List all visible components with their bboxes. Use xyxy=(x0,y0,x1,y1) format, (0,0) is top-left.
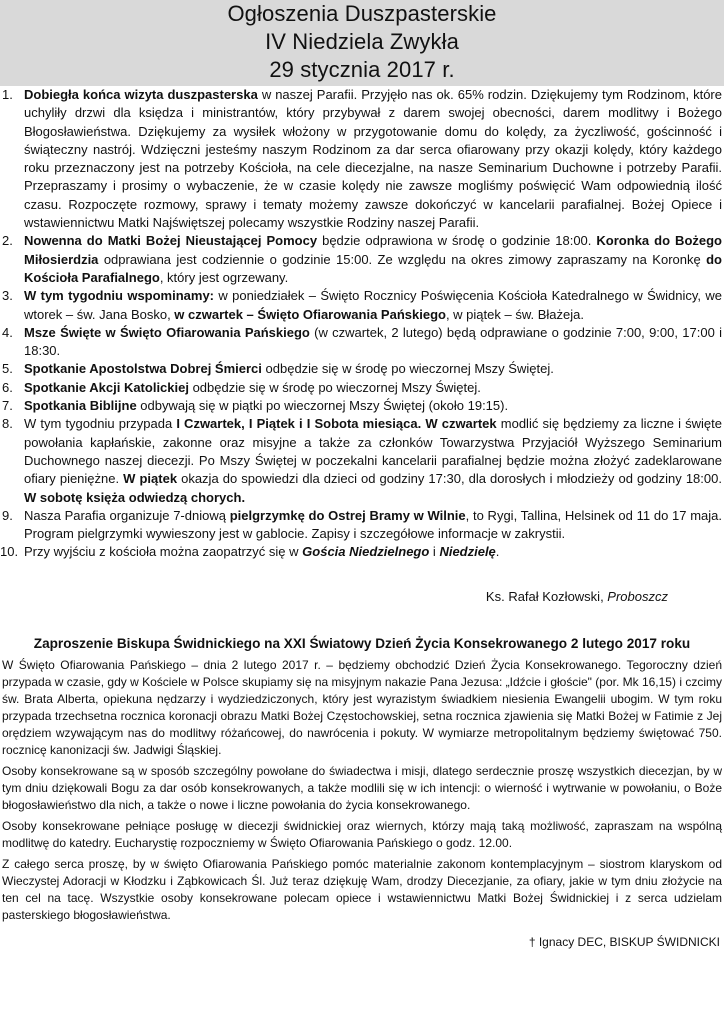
item-text: okazja do spowiedzi dla dzieci od godziny 17:30, dla dorosłych i młodzieży od godziny 18:00. xyxy=(177,471,722,487)
pastor-name: Ks. Rafał Kozłowski, xyxy=(485,588,608,604)
item-bold: Dobiegła końca wizyta duszpasterska xyxy=(24,87,258,102)
pastor-signature xyxy=(0,588,724,606)
item-bold-italic: Gościa Niedzielnego xyxy=(302,544,430,560)
announcement-item xyxy=(0,287,724,324)
item-bold: Spotkanie Apostolstwa Dobrej Śmierci xyxy=(24,361,262,377)
item-text: w poniedziałek – Święto Rocznicy Poświęcenia Kościoła Katedralnego w Świdnicy, we wtorek – św. Jana Bosko, xyxy=(24,288,722,322)
item-text: odbędzie się w środę po wieczornej Mszy Świętej. xyxy=(261,361,554,377)
item-text: odprawiana jest codziennie o godzinie 15:00. Ze względu na okres zimowy zapraszamy na Koronkę xyxy=(98,251,707,267)
announcement-item xyxy=(0,507,724,544)
item-number: 8. xyxy=(2,416,13,432)
item-text: (w czwartek, 2 lutego) będą odprawiane o godzinie 7:00, 9:00, 17:00 i 18:30. xyxy=(24,324,722,359)
item-bold: do Kościoła Parafialnego xyxy=(24,251,722,285)
item-text: , który jest ogrzewany. xyxy=(159,269,289,285)
item-text: i xyxy=(429,544,440,560)
invitation-body xyxy=(0,657,724,924)
item-text: W tym tygodniu przypada xyxy=(24,416,177,432)
item-number: 4. xyxy=(2,324,13,340)
announcements-list xyxy=(0,86,724,562)
invitation-paragraph: Osoby konsekrowane są w sposób szczególny powołane do świadectwa i misji, dlatego serdecznie proszę wszystkich diecezjan, by w tym dniu dziękowali Bogu za dar osób konsekrowanych, a także modlili się w ich intencji: o wierność i wytrwanie w powołaniu, o Boże błogosławieństwo dla nich, a także o nowe i liczne powołania do życia konsekrowanego. xyxy=(2,763,722,812)
announcement-item xyxy=(0,324,724,361)
item-number: 9. xyxy=(2,507,13,523)
item-text: . xyxy=(495,544,500,560)
pastor-role: Proboszcz xyxy=(607,588,668,604)
bishop-signature: † Ignacy DEC, BISKUP ŚWIDNICKI xyxy=(528,934,720,949)
item-text: modlić się będziemy za liczne i święte powołania kapłańskie, zakonne oraz misyjne a także za członków Towarzystwa Przyjaciół Wyższego Seminarium Duchownego naszej diecezji. Po Mszy Świętej w poczekalni kancelarii parafialnej będzie można złożyć zadeklarowane ofiary pieniężne. xyxy=(24,416,723,487)
item-bold: Spotkanie Akcji Katolickiej xyxy=(24,379,189,395)
item-bold: Msze Święte w Święto Ofiarowania Pańskiego xyxy=(24,324,310,340)
header-sunday: IV Niedziela Zwykła xyxy=(265,29,459,54)
announcement-item xyxy=(0,360,724,378)
invitation-paragraph: Z całego serca proszę, by w święto Ofiarowania Pańskiego pomóc materialnie zakonom kontemplacyjnym – siostrom klaryskom od Wieczystej Adoracji w Kłodzku i Ząbkowicach Śl. Już teraz dziękuję Wam, drodzy Diecezjanie, za ofiary, jakie w tym dniu złożycie na ten cel na tacę. Wszystkie osoby konsekrowane polecam opiece i wstawiennictwu Matki Bożej Świdnickiej i z serca udzielam pasterskiego błogosławieństwa. xyxy=(2,856,722,922)
item-number: 6. xyxy=(2,379,13,395)
invitation-paragraph: W Święto Ofiarowania Pańskiego – dnia 2 lutego 2017 r. – będziemy obchodzić Dzień Życia Konsekrowanego. Tegoroczny dzień przypada w czasie, gdy w Kościele w Polsce skupiamy się na misyjnym nakazie Pana Jezusa: „Idźcie i głoście" (por. Mk 16,15) i czcimy św. Brata Alberta, opiekuna nędzarzy i wydziedziczonych, który jest wyrazistym świadkiem niesienia Ewangelii ubogim. W tym roku przypada trzechsetna rocznica koronacji obrazu Matki Bożej Częstochowskiej, setna rocznica zjawienia się Matki Bożej w Fatimie z Jej orędziem wzywającym nas do modlitwy różańcowej, do nawrócenia i pokuty. W wymiarze metropolitalnym będziemy świętować 750. rocznicę kanonizacji św. Jadwigi Śląskiej. xyxy=(2,657,722,757)
item-number: 3. xyxy=(2,288,13,304)
announcement-item xyxy=(0,397,724,415)
header-title: Ogłoszenia Duszpasterskie xyxy=(227,1,497,26)
announcement-item xyxy=(0,86,724,232)
announcement-item xyxy=(0,415,724,506)
item-bold: w czwartek – Święto Ofiarowania Pańskiego xyxy=(174,306,446,322)
item-bold: Spotkania Biblijne xyxy=(24,398,137,414)
item-number: 7. xyxy=(2,398,13,414)
announcement-item xyxy=(0,232,724,287)
announcement-item xyxy=(0,379,724,397)
item-text: będzie odprawiona w środę o godzinie 18:00. xyxy=(317,233,597,249)
item-number: 2. xyxy=(2,233,13,249)
item-bold: W sobotę księża odwiedzą chorych. xyxy=(24,489,246,505)
item-number: 10. xyxy=(0,544,19,560)
page-header xyxy=(0,0,724,86)
item-bold: W tym tygodniu wspominamy: xyxy=(24,288,215,304)
item-number: 1. xyxy=(2,87,13,102)
invitation-title: Zaproszenie Biskupa Świdnickiego na XXI Światowy Dzień Życia Konsekrowanego 2 lutego 2017 roku xyxy=(33,635,691,651)
item-bold: W piątek xyxy=(123,471,178,487)
item-number: 5. xyxy=(2,361,13,377)
item-text: odbywają się w piątki po wieczornej Mszy Świętej (około 19:15). xyxy=(136,398,509,414)
item-text: , to Rygi, Tallina, Helsinek od 11 do 17 maja. Program pielgrzymki wywieszony jest w gablocie. Zapisy i szczegółowe informacje w zakrystii. xyxy=(24,507,723,542)
item-bold: I Czwartek, I Piątek i I Sobota miesiąca. W czwartek xyxy=(176,416,497,432)
invitation-paragraph: Osoby konsekrowane pełniące posługę w diecezji świdnickiej oraz wiernych, którzy mają taką możliwość, zapraszam na wspólną modlitwę do katedry. Eucharystię rozpoczniemy w Święto Ofiarowania Pańskiego o godz. 12.00. xyxy=(2,818,722,850)
item-text: Przy wyjściu z kościoła można zaopatrzyć się w xyxy=(24,544,303,560)
item-bold: Nowenna do Matki Bożej Nieustającej Pomocy xyxy=(24,233,318,249)
item-text: Nasza Parafia organizuje 7-dniową xyxy=(24,507,230,523)
item-bold-italic: Niedzielę xyxy=(439,544,496,560)
announcement-item xyxy=(0,543,724,561)
item-bold: pielgrzymkę do Ostrej Bramy w Wilnie xyxy=(229,507,466,523)
item-text: , w piątek – św. Błażeja. xyxy=(445,306,584,322)
item-text: w naszej Parafii. Przyjęło nas ok. 65% rodzin. Dziękujemy tym Rodzinom, które uchyliły drzwi dla księdza i ministrantów, który przybywał z darem swojej obecności, darem modlitwy i Bożego Błogosławieństwa. Dziękujemy za wysiłek włożony w przygotowanie domu do kolędy, za życzliwość, gościnność i świąteczny nastrój. Wdzięczni jesteśmy naszym Rodzinom za dar serca ofiarowany przy okazji kolędy, który każdego roku przeznaczony jest na potrzeby Kościoła, na cele diecezjalne, na nasze Seminarium Duchowne i potrzeby Parafii. Przepraszamy i prosimy o wybaczenie, że w czasie kolędy nie zawsze mogliśmy poświęcić Wam odpowiednią ilość czasu. Rozpoczęte rozmowy, sprawy i tematy możemy zawsze dokończyć w kancelarii parafialnej. Bożej Opiece i wstawiennictwu Matki Najświętszej polecamy wszystkie Rodziny naszej Parafii. xyxy=(24,87,722,231)
item-bold: Koronka do Bożego Miłosierdzia xyxy=(24,233,723,267)
header-date: 29 stycznia 2017 r. xyxy=(269,57,455,82)
item-text: odbędzie się w środę po wieczornej Mszy Świętej. xyxy=(188,379,481,395)
